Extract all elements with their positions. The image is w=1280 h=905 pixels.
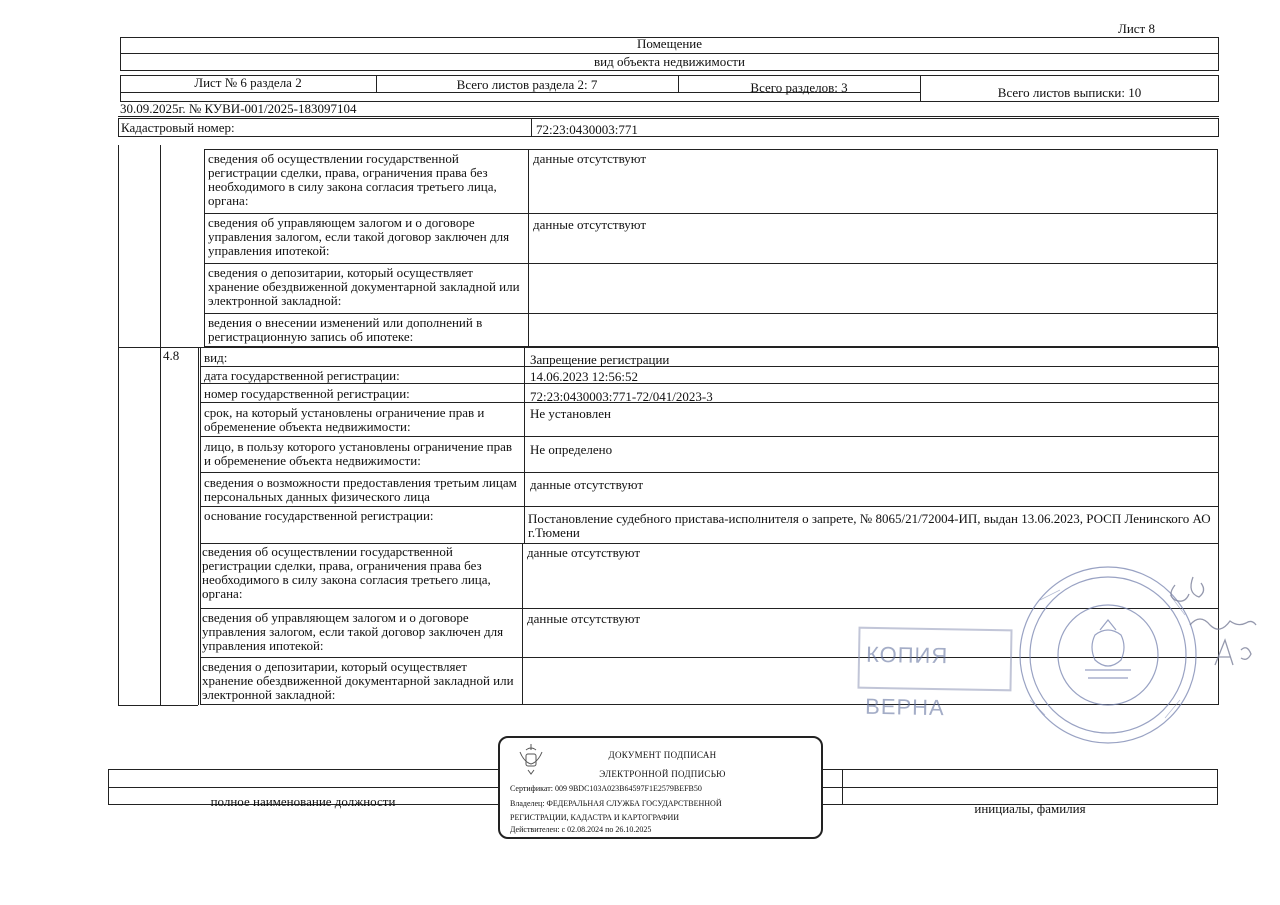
- row-label: сведения об осуществлении государственной регистрации сделки, права, ограничения права без необходимого в силу закона согласия третьего лица, органа:: [208, 151, 497, 208]
- signed-line2: ЭЛЕКТРОННОЙ ПОДПИСЬЮ: [599, 769, 726, 779]
- row-label: сведения о депозитарии, который осуществляет хранение обездвиженной документарной закладной или электронной закладной:: [208, 265, 520, 308]
- row-label: лицо, в пользу которого установлены ограничение прав и обременение объекта недвижимости:: [204, 439, 512, 468]
- total-extract-sheets: Всего листов выписки: 10: [997, 85, 1142, 100]
- row-value: данные отсутствуют: [530, 477, 644, 492]
- sheet-label: Лист 8: [1118, 21, 1155, 36]
- row-value: Не установлен: [530, 406, 611, 421]
- row-label: сведения о депозитарии, который осуществляет хранение обездвиженной документарной закладной или электронной закладной:: [202, 659, 514, 702]
- certificate-owner: Владелец: ФЕДЕРАЛЬНАЯ СЛУЖБА ГОСУДАРСТВЕННОЙ: [510, 799, 722, 808]
- row-value: данные отсутствуют: [533, 151, 647, 166]
- row-value: 14.06.2023 12:56:52: [530, 369, 638, 384]
- cadastral-row: [118, 118, 1219, 137]
- cadastral-label: Кадастровый номер:: [121, 120, 235, 135]
- row-label: срок, на который установлены ограничение прав и обременение объекта недвижимости:: [204, 405, 485, 434]
- total-section-sheets: Всего листов раздела 2: 7: [456, 77, 598, 92]
- object-kind: вид объекта недвижимости: [594, 54, 745, 69]
- row-label: ведения о внесении изменений или дополнений в регистрационную запись об ипотеке:: [208, 315, 483, 344]
- row-label: сведения об управляющем залогом и о договоре управления залогом, если такой договор заключен для управления ипотекой:: [208, 215, 510, 258]
- row-label: основание государственной регистрации:: [204, 508, 434, 523]
- row-label: сведения об управляющем залогом и о договоре управления залогом, если такой договор заключен для управления ипотекой:: [202, 610, 504, 653]
- certificate-number: Сертификат: 009 9BDC103A023B64597F1E2579BEFB50: [510, 784, 702, 793]
- electronic-signature-block: [498, 736, 823, 839]
- object-title: Помещение: [636, 36, 703, 51]
- certificate-validity: Действителен: с 02.08.2024 по 26.10.2025: [510, 825, 652, 834]
- copy-stamp: КОПИЯ ВЕРНА: [857, 627, 1012, 692]
- handwritten-signature-icon: [1145, 565, 1275, 700]
- sheet-section: Лист № 6 раздела 2: [194, 75, 302, 90]
- doc-reference: 30.09.2025г. № КУВИ-001/2025-183097104: [120, 101, 357, 116]
- name-label: инициалы, фамилия: [974, 801, 1086, 816]
- row-label: номер государственной регистрации:: [204, 386, 410, 401]
- position-label: полное наименование должности: [210, 794, 396, 809]
- cadastral-value: 72:23:0430003:771: [536, 122, 638, 137]
- row-value: Не определено: [530, 442, 613, 457]
- row-value: [530, 264, 1210, 268]
- row-label: вид:: [204, 350, 228, 365]
- row-label: сведения об осуществлении государственной регистрации сделки, права, ограничения права без необходимого в силу закона согласия третьего лица, органа:: [202, 544, 491, 601]
- row-label: дата государственной регистрации:: [204, 368, 400, 383]
- section-number: 4.8: [163, 348, 180, 363]
- row-value: [530, 314, 1210, 318]
- row-value: Постановление судебного пристава-исполнителя о запрете, № 8065/21/72004-ИП, выдан 13.06.2023, РОСП Ленинского АО г.Тюмени: [528, 511, 1211, 540]
- row-label: сведения о возможности предоставления третьим лицам персональных данных физического лица: [204, 475, 517, 504]
- total-sections: Всего разделов: 3: [750, 80, 848, 95]
- row-value: Запрещение регистрации: [530, 352, 670, 367]
- row-value: данные отсутствуют: [533, 217, 647, 232]
- row-value: данные отсутствуют: [527, 611, 641, 626]
- certificate-owner-2: РЕГИСТРАЦИИ, КАДАСТРА И КАРТОГРАФИИ: [510, 813, 680, 822]
- row-value: данные отсутствуют: [527, 545, 641, 560]
- signed-line1: ДОКУМЕНТ ПОДПИСАН: [608, 750, 717, 760]
- row-value: 72:23:0430003:771-72/041/2023-3: [530, 389, 713, 404]
